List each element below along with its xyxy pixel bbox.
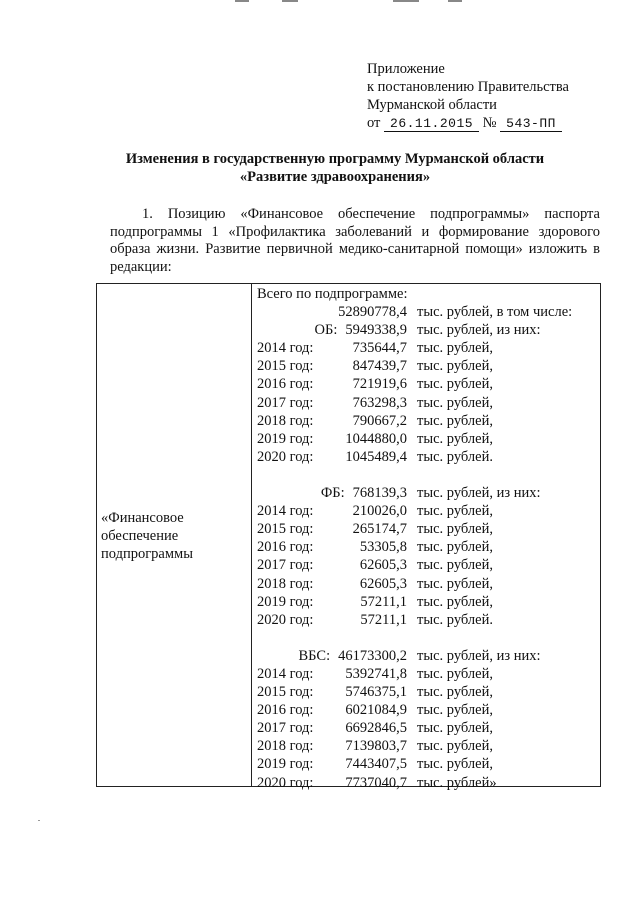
group-spacer bbox=[257, 466, 597, 484]
year-label: 2018 год: bbox=[257, 575, 314, 592]
scan-speck bbox=[38, 820, 40, 821]
year-unit: тыс. рублей, bbox=[417, 358, 493, 375]
table-left-label: «Финансовое обеспечение подпрограммы bbox=[101, 510, 193, 562]
year-row bbox=[257, 394, 597, 412]
year-row bbox=[257, 683, 597, 701]
year-value: 5746375,1 bbox=[345, 684, 407, 701]
year-label: 2015 год: bbox=[257, 358, 314, 375]
year-unit: тыс. рублей, bbox=[417, 521, 493, 538]
year-unit: тыс. рублей, bbox=[417, 702, 493, 719]
year-value: 790667,2 bbox=[352, 412, 407, 429]
year-value: 265174,7 bbox=[352, 521, 407, 538]
date-prefix: от bbox=[367, 115, 381, 131]
year-value: 763298,3 bbox=[352, 394, 407, 411]
document-title bbox=[95, 150, 575, 186]
group-total-row bbox=[257, 484, 597, 502]
title-line-1: Изменения в государственную программу Мурманской области bbox=[125, 151, 545, 167]
year-label: 2018 год: bbox=[257, 738, 314, 755]
year-label: 2015 год: bbox=[257, 521, 314, 538]
year-value: 735644,7 bbox=[352, 340, 407, 357]
year-unit: тыс. рублей» bbox=[417, 774, 497, 791]
year-unit: тыс. рублей, bbox=[417, 665, 493, 682]
year-label: 2020 год: bbox=[257, 774, 314, 791]
year-label: 2019 год: bbox=[257, 593, 314, 610]
year-label: 2018 год: bbox=[257, 412, 314, 429]
year-row bbox=[257, 701, 597, 719]
total-value-row bbox=[257, 303, 597, 321]
group-unit: тыс. рублей, из них: bbox=[417, 647, 541, 664]
year-row bbox=[257, 737, 597, 755]
year-row bbox=[257, 575, 597, 593]
document-date: 26.11.2015 bbox=[384, 117, 479, 132]
document-number: 543-ПП bbox=[500, 117, 562, 132]
year-row bbox=[257, 430, 597, 448]
year-value: 210026,0 bbox=[352, 503, 407, 520]
total-heading-row bbox=[257, 285, 597, 303]
table-column-divider bbox=[251, 284, 252, 786]
year-value: 1045489,4 bbox=[345, 448, 407, 465]
year-row bbox=[257, 611, 597, 629]
total-unit: тыс. рублей, в том числе: bbox=[417, 304, 573, 321]
year-value: 7139803,7 bbox=[345, 738, 407, 755]
year-label: 2019 год: bbox=[257, 430, 314, 447]
group-spacer bbox=[257, 629, 597, 647]
year-row bbox=[257, 538, 597, 556]
year-unit: тыс. рублей, bbox=[417, 376, 493, 393]
year-unit: тыс. рублей, bbox=[417, 340, 493, 357]
group-label: ВБС: bbox=[298, 647, 331, 664]
year-label: 2017 год: bbox=[257, 394, 314, 411]
number-prefix: № bbox=[482, 115, 497, 131]
group-label-value bbox=[315, 321, 407, 339]
year-unit: тыс. рублей, bbox=[417, 539, 493, 556]
year-row bbox=[257, 502, 597, 520]
year-row bbox=[257, 339, 597, 357]
appendix-header bbox=[367, 60, 569, 132]
year-label: 2014 год: bbox=[257, 503, 314, 520]
group-value: 5949338,9 bbox=[345, 322, 407, 339]
year-unit: тыс. рублей. bbox=[417, 611, 493, 628]
year-unit: тыс. рублей, bbox=[417, 575, 493, 592]
year-label: 2014 год: bbox=[257, 340, 314, 357]
group-value: 768139,3 bbox=[352, 485, 407, 502]
paragraph-text: 1. Позицию «Финансовое обеспечение подпрограммы» паспорта подпрограммы 1 «Профилактика заболеваний и формирование здорового образа жизни. Развитие первичной медико-санитарной помощи» изложить в редакции: bbox=[110, 206, 600, 275]
title-line-2: «Развитие здравоохранения» bbox=[239, 169, 431, 185]
year-unit: тыс. рублей, bbox=[417, 720, 493, 737]
year-value: 57211,1 bbox=[360, 611, 407, 628]
year-value: 5392741,8 bbox=[345, 665, 407, 682]
group-label-value bbox=[321, 484, 407, 502]
year-label: 2014 год: bbox=[257, 665, 314, 682]
year-unit: тыс. рублей, bbox=[417, 557, 493, 574]
year-row bbox=[257, 520, 597, 538]
year-unit: тыс. рублей, bbox=[417, 756, 493, 773]
year-unit: тыс. рублей, bbox=[417, 684, 493, 701]
year-row bbox=[257, 448, 597, 466]
year-unit: тыс. рублей, bbox=[417, 394, 493, 411]
year-row bbox=[257, 755, 597, 773]
group-unit: тыс. рублей, из них: bbox=[417, 322, 541, 339]
group-label: ОБ: bbox=[314, 322, 338, 339]
appendix-line-1: Приложение bbox=[367, 61, 445, 77]
year-row bbox=[257, 774, 597, 792]
year-label: 2015 год: bbox=[257, 684, 314, 701]
year-unit: тыс. рублей, bbox=[417, 503, 493, 520]
year-value: 7443407,5 bbox=[345, 756, 407, 773]
year-row bbox=[257, 357, 597, 375]
year-unit: тыс. рублей. bbox=[417, 448, 493, 465]
year-row bbox=[257, 665, 597, 683]
year-row bbox=[257, 412, 597, 430]
total-value: 52890778,4 bbox=[338, 304, 407, 321]
year-value: 57211,1 bbox=[360, 593, 407, 610]
year-unit: тыс. рублей, bbox=[417, 412, 493, 429]
year-label: 2020 год: bbox=[257, 611, 314, 628]
body-paragraph bbox=[110, 206, 600, 276]
year-label: 2016 год: bbox=[257, 539, 314, 556]
year-label: 2017 год: bbox=[257, 720, 314, 737]
year-value: 53305,8 bbox=[359, 539, 407, 556]
year-label: 2019 год: bbox=[257, 756, 314, 773]
group-total-row bbox=[257, 321, 597, 339]
table-right-column bbox=[257, 285, 597, 792]
year-label: 2016 год: bbox=[257, 376, 314, 393]
year-unit: тыс. рублей, bbox=[417, 738, 493, 755]
year-label: 2017 год: bbox=[257, 557, 314, 574]
year-value: 6021084,9 bbox=[345, 702, 407, 719]
year-value: 1044880,0 bbox=[345, 430, 407, 447]
year-value: 847439,7 bbox=[352, 358, 407, 375]
year-label: 2020 год: bbox=[257, 448, 314, 465]
appendix-line-3: Мурманской области bbox=[367, 97, 497, 113]
appendix-date-line bbox=[367, 114, 569, 132]
group-label-value bbox=[299, 647, 407, 665]
year-row bbox=[257, 556, 597, 574]
year-value: 721919,6 bbox=[352, 376, 407, 393]
group-total-row bbox=[257, 647, 597, 665]
year-value: 62605,3 bbox=[359, 557, 407, 574]
year-value: 7737040,7 bbox=[345, 774, 407, 791]
group-label: ФБ: bbox=[320, 485, 345, 502]
year-row bbox=[257, 593, 597, 611]
top-scan-marks bbox=[0, 0, 640, 6]
year-label: 2016 год: bbox=[257, 702, 314, 719]
group-value: 46173300,2 bbox=[338, 647, 407, 664]
year-unit: тыс. рублей, bbox=[417, 430, 493, 447]
appendix-line-2: к постановлению Правительства bbox=[367, 79, 569, 95]
year-row bbox=[257, 719, 597, 737]
year-unit: тыс. рублей, bbox=[417, 593, 493, 610]
total-heading: Всего по подпрограмме: bbox=[257, 286, 408, 302]
year-value: 6692846,5 bbox=[345, 720, 407, 737]
group-unit: тыс. рублей, из них: bbox=[417, 485, 541, 502]
year-row bbox=[257, 375, 597, 393]
financing-table bbox=[96, 283, 601, 791]
year-value: 62605,3 bbox=[359, 575, 407, 592]
